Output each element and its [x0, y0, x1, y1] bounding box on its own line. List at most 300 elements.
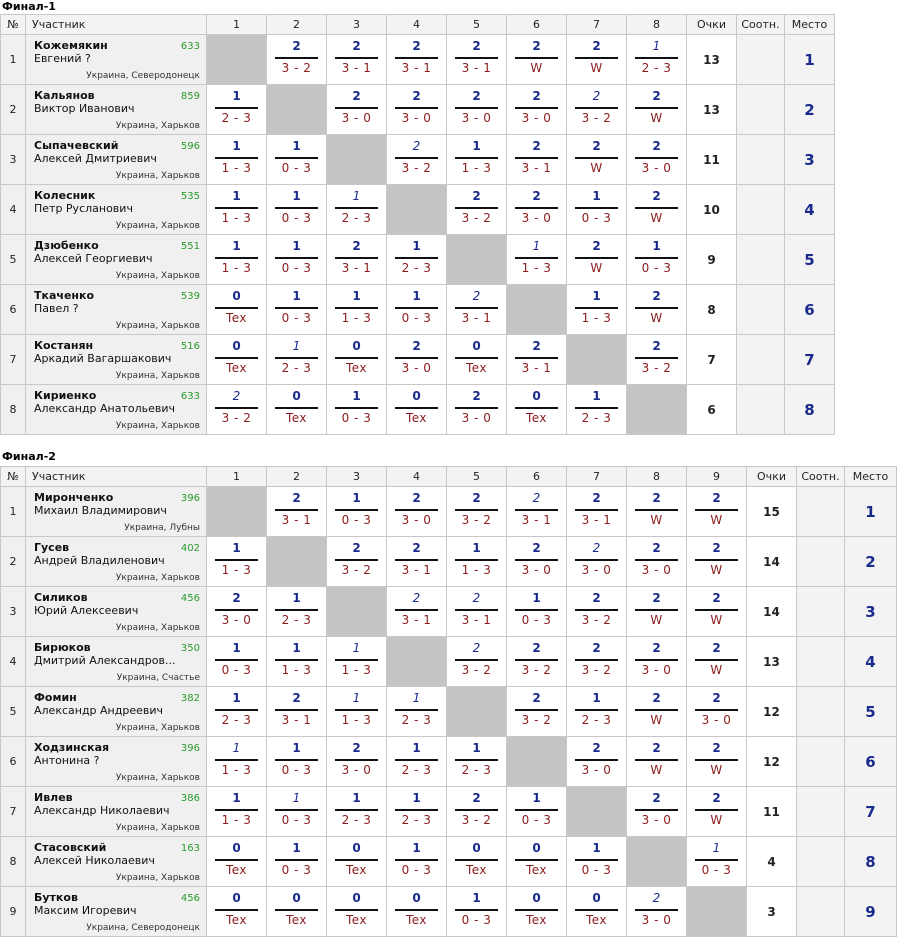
player-city: Украина, Харьков [115, 873, 200, 883]
result-divider [335, 357, 378, 359]
player-cell[interactable] [26, 487, 207, 537]
result-cell[interactable] [507, 335, 567, 385]
result-cell[interactable] [267, 587, 327, 637]
result-cell[interactable] [507, 185, 567, 235]
result-score: 2 - 3 [401, 713, 432, 727]
result-cell[interactable] [327, 285, 387, 335]
place-cell: 5 [785, 235, 835, 285]
result-points: 1 [412, 741, 421, 755]
player-cell[interactable] [26, 737, 207, 787]
result-score: 3 - 0 [701, 713, 732, 727]
result-divider [515, 859, 558, 861]
total-points: 12 [747, 687, 797, 737]
result-cell[interactable] [507, 887, 567, 937]
ratio-cell [737, 135, 785, 185]
player-first-name: Аркадий Вагаршакович [34, 352, 172, 365]
result-cell[interactable] [387, 837, 447, 887]
result-cell[interactable] [207, 335, 267, 385]
result-cell[interactable] [387, 135, 447, 185]
result-points: 2 [652, 641, 661, 655]
result-divider [395, 307, 438, 309]
result-points: 0 [232, 339, 241, 353]
player-surname[interactable]: Фомин [34, 691, 77, 704]
diagonal-cell [507, 737, 567, 787]
result-divider [575, 609, 618, 611]
diagonal-cell [387, 185, 447, 235]
result-cell[interactable] [267, 185, 327, 235]
col-round-header: 3 [327, 15, 387, 35]
row-number: 4 [1, 185, 26, 235]
result-score: Tex [345, 913, 368, 927]
result-cell[interactable] [447, 285, 507, 335]
player-first-name: Александр Николаевич [34, 804, 170, 817]
result-cell[interactable] [507, 687, 567, 737]
result-score: 1 - 3 [581, 311, 612, 325]
place-cell: 5 [845, 687, 897, 737]
result-divider [575, 157, 618, 159]
result-cell[interactable] [207, 185, 267, 235]
result-cell[interactable] [207, 385, 267, 435]
row-number: 1 [1, 35, 26, 85]
player-surname[interactable]: Костанян [34, 339, 94, 352]
result-score: 0 - 3 [521, 813, 552, 827]
result-cell[interactable] [687, 487, 747, 537]
result-cell[interactable] [447, 85, 507, 135]
result-cell[interactable] [447, 637, 507, 687]
result-points: 0 [472, 841, 481, 855]
result-cell[interactable] [327, 35, 387, 85]
result-cell[interactable] [327, 737, 387, 787]
result-cell[interactable] [207, 687, 267, 737]
player-row [1, 385, 835, 435]
result-points: 1 [232, 89, 241, 103]
place-cell: 1 [785, 35, 835, 85]
player-rating: 386 [180, 793, 200, 804]
result-points: 2 [472, 89, 481, 103]
result-cell[interactable] [327, 787, 387, 837]
result-cell[interactable] [327, 185, 387, 235]
player-cell[interactable] [26, 285, 207, 335]
result-cell[interactable] [507, 385, 567, 435]
result-cell[interactable] [627, 787, 687, 837]
player-first-name: Александр Андреевич [34, 704, 164, 717]
result-cell[interactable] [327, 537, 387, 587]
result-cell[interactable] [627, 235, 687, 285]
result-score: Tex [405, 913, 428, 927]
result-score: 3 - 2 [581, 613, 612, 627]
result-divider [215, 357, 258, 359]
player-rating: 551 [180, 241, 200, 252]
player-first-name: Андрей Владиленович [34, 554, 165, 567]
result-cell[interactable] [627, 587, 687, 637]
result-cell[interactable] [567, 687, 627, 737]
player-cell[interactable] [26, 787, 207, 837]
player-surname[interactable]: Сыпачевский [34, 139, 119, 152]
row-number: 8 [1, 837, 26, 887]
result-cell[interactable] [567, 737, 627, 787]
result-cell[interactable] [567, 285, 627, 335]
col-num-header: № [1, 467, 26, 487]
result-cell[interactable] [687, 687, 747, 737]
result-cell[interactable] [627, 637, 687, 687]
result-cell[interactable] [507, 487, 567, 537]
result-cell[interactable] [327, 235, 387, 285]
result-cell[interactable] [507, 637, 567, 687]
result-points: 2 [472, 189, 481, 203]
result-divider [635, 809, 678, 811]
result-cell[interactable] [447, 587, 507, 637]
player-surname[interactable]: Ивлев [34, 791, 73, 804]
result-cell[interactable] [447, 737, 507, 787]
result-cell[interactable] [387, 487, 447, 537]
result-cell[interactable] [507, 135, 567, 185]
result-points: 1 [532, 239, 541, 253]
player-city: Украина, Харьков [115, 573, 200, 583]
result-cell[interactable] [267, 235, 327, 285]
row-number: 3 [1, 587, 26, 637]
result-cell[interactable] [207, 637, 267, 687]
result-cell[interactable] [447, 385, 507, 435]
result-cell[interactable] [207, 837, 267, 887]
player-surname[interactable]: Гусев [34, 541, 70, 554]
row-number: 6 [1, 285, 26, 335]
result-score: 3 - 1 [521, 161, 552, 175]
player-surname[interactable]: Кожемякин [34, 39, 108, 52]
result-score: 3 - 1 [401, 563, 432, 577]
result-score: W [650, 111, 663, 125]
result-points: 2 [592, 89, 601, 103]
result-cell[interactable] [327, 887, 387, 937]
result-divider [395, 809, 438, 811]
result-cell[interactable] [567, 85, 627, 135]
result-score: 0 - 3 [281, 863, 312, 877]
result-points: 1 [292, 339, 301, 353]
result-cell[interactable] [387, 35, 447, 85]
result-cell[interactable] [567, 887, 627, 937]
result-points: 1 [292, 841, 301, 855]
result-cell[interactable] [387, 335, 447, 385]
player-surname[interactable]: Кириенко [34, 389, 97, 402]
place-cell: 2 [785, 85, 835, 135]
result-cell[interactable] [327, 637, 387, 687]
result-divider [335, 809, 378, 811]
result-points: 2 [352, 741, 361, 755]
result-cell[interactable] [627, 285, 687, 335]
result-points: 1 [292, 641, 301, 655]
result-cell[interactable] [687, 637, 747, 687]
result-divider [695, 609, 738, 611]
result-score: 3 - 2 [461, 663, 492, 677]
place-cell: 9 [845, 887, 897, 937]
result-cell[interactable] [507, 85, 567, 135]
result-cell[interactable] [507, 587, 567, 637]
result-cell[interactable] [447, 537, 507, 587]
player-surname[interactable]: Бутков [34, 891, 78, 904]
result-cell[interactable] [507, 837, 567, 887]
result-points: 0 [472, 339, 481, 353]
result-cell[interactable] [447, 135, 507, 185]
row-number: 4 [1, 637, 26, 687]
result-cell[interactable] [387, 887, 447, 937]
result-points: 1 [412, 239, 421, 253]
result-score: 3 - 1 [281, 713, 312, 727]
result-cell[interactable] [387, 737, 447, 787]
result-cell[interactable] [327, 385, 387, 435]
result-divider [635, 759, 678, 761]
result-cell[interactable] [327, 687, 387, 737]
result-cell[interactable] [207, 537, 267, 587]
col-round-header: 8 [627, 15, 687, 35]
result-score: W [710, 513, 723, 527]
player-cell[interactable] [26, 587, 207, 637]
result-points: 2 [472, 39, 481, 53]
result-cell[interactable] [267, 35, 327, 85]
result-cell[interactable] [627, 687, 687, 737]
result-cell[interactable] [507, 537, 567, 587]
player-surname[interactable]: Ходзинская [34, 741, 110, 754]
result-cell[interactable] [327, 85, 387, 135]
result-cell[interactable] [387, 285, 447, 335]
result-cell[interactable] [387, 385, 447, 435]
result-cell[interactable] [507, 235, 567, 285]
result-divider [215, 157, 258, 159]
player-rating: 396 [180, 493, 200, 504]
player-first-name: Михаил Владимирович [34, 504, 167, 517]
result-score: 1 - 3 [461, 563, 492, 577]
result-cell[interactable] [387, 687, 447, 737]
result-cell[interactable] [627, 35, 687, 85]
result-cell[interactable] [627, 135, 687, 185]
player-cell[interactable] [26, 837, 207, 887]
col-points-header: Очки [687, 15, 737, 35]
player-cell[interactable] [26, 35, 207, 85]
result-cell[interactable] [447, 487, 507, 537]
result-score: Tex [525, 863, 548, 877]
player-cell[interactable] [26, 385, 207, 435]
result-divider [335, 559, 378, 561]
result-score: 3 - 0 [221, 613, 252, 627]
result-cell[interactable] [207, 587, 267, 637]
result-points: 0 [292, 891, 301, 905]
result-score: 0 - 3 [281, 763, 312, 777]
result-points: 1 [532, 591, 541, 605]
result-cell[interactable] [507, 35, 567, 85]
result-score: 3 - 0 [401, 513, 432, 527]
result-score: Tex [225, 361, 248, 375]
result-cell[interactable] [327, 837, 387, 887]
result-points: 1 [472, 891, 481, 905]
result-points: 1 [412, 289, 421, 303]
result-points: 2 [592, 741, 601, 755]
col-participant-header: Участник [26, 467, 207, 487]
player-rating: 382 [180, 693, 200, 704]
result-cell[interactable] [567, 487, 627, 537]
result-divider [275, 257, 318, 259]
result-divider [695, 559, 738, 561]
result-cell[interactable] [267, 737, 327, 787]
player-surname[interactable]: Силиков [34, 591, 88, 604]
result-divider [575, 57, 618, 59]
result-cell[interactable] [387, 85, 447, 135]
player-city: Украина, Харьков [115, 171, 200, 181]
player-surname[interactable]: Дзюбенко [34, 239, 99, 252]
player-surname[interactable]: Миронченко [34, 491, 114, 504]
result-cell[interactable] [627, 487, 687, 537]
player-row [1, 35, 835, 85]
result-cell[interactable] [267, 637, 327, 687]
result-cell[interactable] [567, 587, 627, 637]
result-score: 3 - 2 [461, 211, 492, 225]
player-cell[interactable] [26, 637, 207, 687]
ratio-cell [797, 587, 845, 637]
player-cell[interactable] [26, 235, 207, 285]
result-points: 2 [472, 389, 481, 403]
result-cell[interactable] [567, 235, 627, 285]
result-cell[interactable] [627, 537, 687, 587]
result-cell[interactable] [687, 787, 747, 837]
player-row [1, 185, 835, 235]
result-score: 0 - 3 [281, 261, 312, 275]
result-score: 3 - 0 [581, 763, 612, 777]
row-number: 9 [1, 887, 26, 937]
player-surname[interactable]: Ткаченко [34, 289, 95, 302]
result-cell[interactable] [567, 185, 627, 235]
player-cell[interactable] [26, 185, 207, 235]
player-cell[interactable] [26, 537, 207, 587]
result-points: 1 [292, 139, 301, 153]
result-cell[interactable] [447, 887, 507, 937]
ratio-cell [737, 235, 785, 285]
result-score: Tex [585, 913, 608, 927]
result-cell[interactable] [267, 285, 327, 335]
row-number: 7 [1, 787, 26, 837]
col-points-header: Очки [747, 467, 797, 487]
result-cell[interactable] [627, 887, 687, 937]
result-cell[interactable] [387, 587, 447, 637]
diagonal-cell [567, 787, 627, 837]
result-divider [275, 207, 318, 209]
result-cell[interactable] [447, 335, 507, 385]
result-cell[interactable] [447, 837, 507, 887]
result-cell[interactable] [627, 737, 687, 787]
result-cell[interactable] [207, 285, 267, 335]
result-divider [395, 709, 438, 711]
result-divider [215, 909, 258, 911]
result-points: 1 [232, 641, 241, 655]
result-score: W [650, 713, 663, 727]
result-divider [395, 559, 438, 561]
player-cell[interactable] [26, 85, 207, 135]
result-cell[interactable] [507, 787, 567, 837]
result-points: 2 [532, 641, 541, 655]
result-cell[interactable] [207, 85, 267, 135]
player-surname[interactable]: Кальянов [34, 89, 95, 102]
result-cell[interactable] [567, 837, 627, 887]
ratio-cell [737, 185, 785, 235]
result-cell[interactable] [267, 837, 327, 887]
result-cell[interactable] [687, 537, 747, 587]
result-cell[interactable] [327, 487, 387, 537]
result-divider [275, 307, 318, 309]
result-cell[interactable] [207, 787, 267, 837]
result-points: 1 [412, 791, 421, 805]
result-cell[interactable] [627, 185, 687, 235]
result-cell[interactable] [207, 887, 267, 937]
player-first-name: Максим Игоревич [34, 904, 137, 917]
result-cell[interactable] [267, 887, 327, 937]
result-cell[interactable] [447, 185, 507, 235]
final-2-table [0, 466, 897, 937]
result-score: 3 - 1 [401, 61, 432, 75]
result-cell[interactable] [567, 385, 627, 435]
result-divider [635, 709, 678, 711]
result-divider [215, 207, 258, 209]
player-surname[interactable]: Стасовский [34, 841, 107, 854]
result-cell[interactable] [207, 235, 267, 285]
result-cell[interactable] [387, 537, 447, 587]
result-cell[interactable] [627, 85, 687, 135]
diagonal-cell [267, 537, 327, 587]
result-cell[interactable] [267, 787, 327, 837]
result-cell[interactable] [567, 135, 627, 185]
result-cell[interactable] [627, 335, 687, 385]
result-score: Tex [405, 411, 428, 425]
result-points: 1 [352, 389, 361, 403]
result-cell[interactable] [387, 235, 447, 285]
result-cell[interactable] [567, 537, 627, 587]
ratio-cell [797, 487, 845, 537]
result-cell[interactable] [447, 787, 507, 837]
result-cell[interactable] [567, 637, 627, 687]
result-points: 0 [412, 891, 421, 905]
result-cell[interactable] [207, 135, 267, 185]
diagonal-cell [327, 587, 387, 637]
result-divider [395, 57, 438, 59]
result-score: W [650, 763, 663, 777]
result-cell[interactable] [387, 787, 447, 837]
ratio-cell [797, 787, 845, 837]
result-cell[interactable] [267, 687, 327, 737]
result-cell[interactable] [267, 335, 327, 385]
result-divider [515, 107, 558, 109]
player-surname[interactable]: Колесник [34, 189, 96, 202]
result-divider [215, 709, 258, 711]
player-cell[interactable] [26, 687, 207, 737]
final-1-title: Финал-1 [2, 0, 56, 13]
result-divider [515, 57, 558, 59]
result-cell[interactable] [327, 335, 387, 385]
player-surname[interactable]: Бирюков [34, 641, 91, 654]
result-divider [455, 859, 498, 861]
result-cell[interactable] [267, 487, 327, 537]
result-cell[interactable] [687, 737, 747, 787]
player-cell[interactable] [26, 135, 207, 185]
result-cell[interactable] [567, 35, 627, 85]
result-score: 2 - 3 [581, 411, 612, 425]
result-cell[interactable] [687, 587, 747, 637]
result-cell[interactable] [207, 737, 267, 787]
row-number: 7 [1, 335, 26, 385]
result-cell[interactable] [267, 135, 327, 185]
result-cell[interactable] [267, 385, 327, 435]
result-score: 0 - 3 [581, 863, 612, 877]
result-cell[interactable] [447, 35, 507, 85]
result-cell[interactable] [687, 837, 747, 887]
result-score: 3 - 1 [341, 261, 372, 275]
player-cell[interactable] [26, 335, 207, 385]
result-points: 1 [352, 641, 361, 655]
player-cell[interactable] [26, 887, 207, 937]
